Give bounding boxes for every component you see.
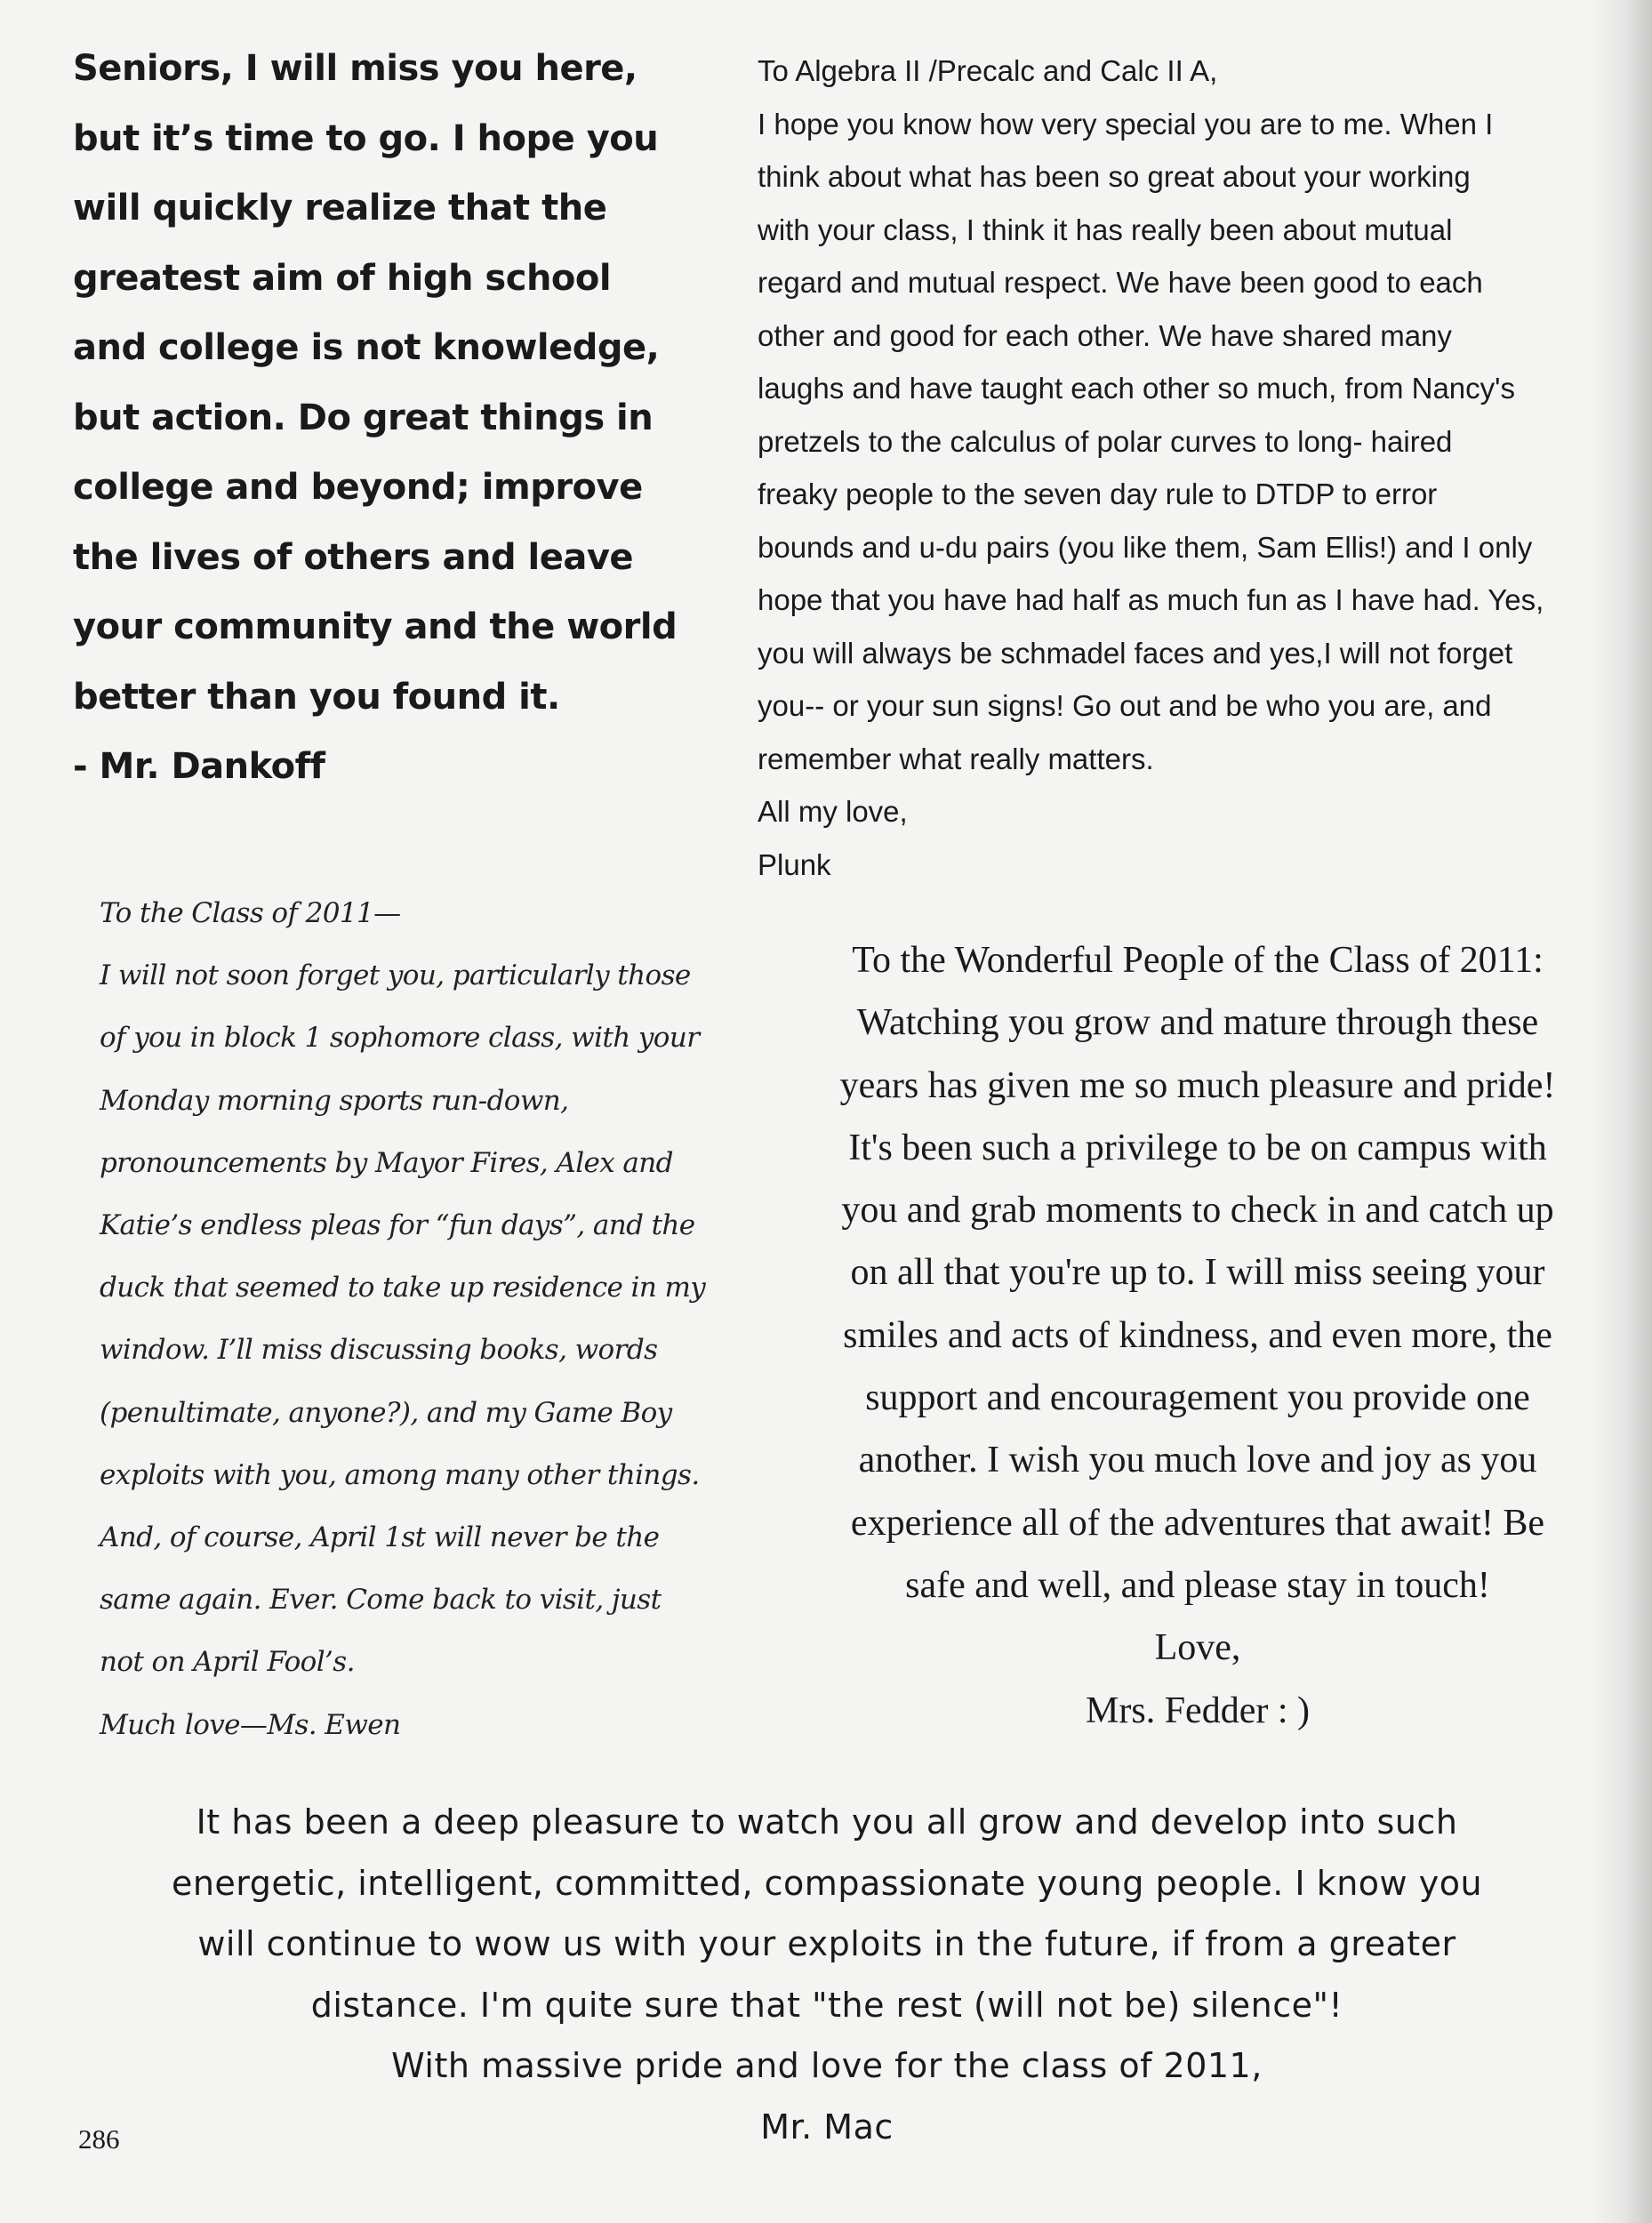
plunk-line: remember what really matters. <box>758 742 1154 775</box>
plunk-line: I hope you know how very special you are to me. When I <box>758 107 1494 140</box>
plunk-line: with your class, I think it has really been about mutual <box>758 213 1453 246</box>
ewen-line: And, of course, April 1st will never be the <box>100 1521 660 1554</box>
mac-line: energetic, intelligent, committed, compassionate young people. I know you <box>171 1863 1483 1903</box>
dankoff-signature: - Mr. Dankoff <box>73 746 325 787</box>
plunk-line: think about what has been so great about your working <box>758 160 1471 193</box>
page-number: 286 <box>78 2123 120 2155</box>
ewen-message <box>100 882 722 1756</box>
dankoff-line: your community and the world <box>73 606 678 647</box>
ewen-line: I will not soon forget you, particularly those <box>100 959 691 992</box>
ewen-line: window. I’ll miss discussing books, words <box>100 1334 658 1367</box>
mac-line: distance. I'm quite sure that "the rest (will not be) silence"! <box>310 1985 1343 2025</box>
plunk-line: hope that you have had half as much fun as I have had. Yes, <box>758 583 1544 616</box>
plunk-line: freaky people to the seven day rule to DTDP to error <box>758 478 1438 510</box>
ewen-line: (penultimate, anyone?), and my Game Boy <box>100 1396 672 1429</box>
plunk-line: you will always be schmadel faces and yes,I will not forget <box>758 636 1513 670</box>
mac-line: will continue to wow us with your exploits in the future, if from a greater <box>197 1924 1456 1963</box>
ewen-line: pronouncements by Mayor Fires, Alex and <box>100 1146 673 1179</box>
fedder-line: experience all of the adventures that await! Be <box>850 1502 1545 1544</box>
fedder-line: years has given me so much pleasure and pride! <box>839 1064 1556 1106</box>
mac-closing: With massive pride and love for the class of 2011, <box>391 2046 1263 2085</box>
dankoff-line: college and beyond; improve <box>73 467 643 508</box>
dankoff-message <box>73 34 749 802</box>
plunk-line: other and good for each other. We have shared many <box>758 318 1452 352</box>
dankoff-line: and college is not knowledge, <box>73 327 660 368</box>
dankoff-line: greatest aim of high school <box>73 257 612 299</box>
fedder-signature: Mrs. Fedder : ) <box>1086 1689 1310 1731</box>
fedder-line: It's been such a privilege to be on campus with <box>848 1127 1547 1168</box>
dankoff-line: will quickly realize that the <box>73 188 607 229</box>
fedder-line: Watching you grow and mature through these <box>856 1002 1539 1044</box>
fedder-line: on all that you're up to. I will miss seeing your <box>850 1252 1545 1294</box>
plunk-line: you-- or your sun signs! Go out and be who you are, and <box>758 689 1492 722</box>
ewen-line: not on April Fool’s. <box>100 1646 355 1679</box>
plunk-salutation: To Algebra II /Precalc and Calc II A, <box>758 54 1218 87</box>
ewen-signature: Much love—Ms. Ewen <box>100 1708 401 1741</box>
mac-signature: Mr. Mac <box>760 2107 894 2147</box>
fedder-line: safe and well, and please stay in touch! <box>905 1564 1490 1606</box>
plunk-closing: All my love, <box>758 795 908 828</box>
fedder-message <box>758 929 1638 1742</box>
fedder-line: you and grab moments to check in and catch up <box>841 1190 1554 1232</box>
dankoff-line: better than you found it. <box>73 676 560 718</box>
ewen-line: duck that seemed to take up residence in my <box>100 1272 706 1304</box>
dankoff-line: Seniors, I will miss you here, <box>73 48 638 89</box>
plunk-message <box>758 44 1638 891</box>
ewen-line: same again. Ever. Come back to visit, just <box>100 1584 662 1617</box>
mac-line: It has been a deep pleasure to watch you all grow and develop into such <box>196 1802 1458 1842</box>
fedder-salutation: To the Wonderful People of the Class of 2011: <box>852 940 1544 981</box>
plunk-line: pretzels to the calculus of polar curves to long- haired <box>758 424 1453 458</box>
ewen-line: Monday morning sports run-down, <box>100 1084 569 1117</box>
plunk-line: laughs and have taught each other so much, from Nancy's <box>758 372 1515 405</box>
ewen-salutation: To the Class of 2011— <box>100 897 401 929</box>
ewen-line: Katie’s endless pleas for “fun days”, and the <box>100 1209 695 1242</box>
mac-message <box>62 1792 1592 2157</box>
plunk-line: bounds and u-du pairs (you like them, Sam Ellis!) and I only <box>758 530 1533 564</box>
fedder-line: another. I wish you much love and joy as you <box>858 1440 1537 1481</box>
ewen-line: of you in block 1 sophomore class, with your <box>100 1022 700 1055</box>
dankoff-line: the lives of others and leave <box>73 536 634 578</box>
plunk-line: regard and mutual respect. We have been good to each <box>758 266 1483 299</box>
fedder-line: smiles and acts of kindness, and even more, the <box>843 1314 1552 1356</box>
plunk-signature: Plunk <box>758 847 831 881</box>
fedder-line: support and encouragement you provide one <box>865 1377 1530 1419</box>
ewen-line: exploits with you, among many other things. <box>100 1458 700 1491</box>
fedder-closing: Love, <box>1154 1627 1241 1669</box>
dankoff-line: but it’s time to go. I hope you <box>73 117 659 159</box>
dankoff-line: but action. Do great things in <box>73 397 654 438</box>
